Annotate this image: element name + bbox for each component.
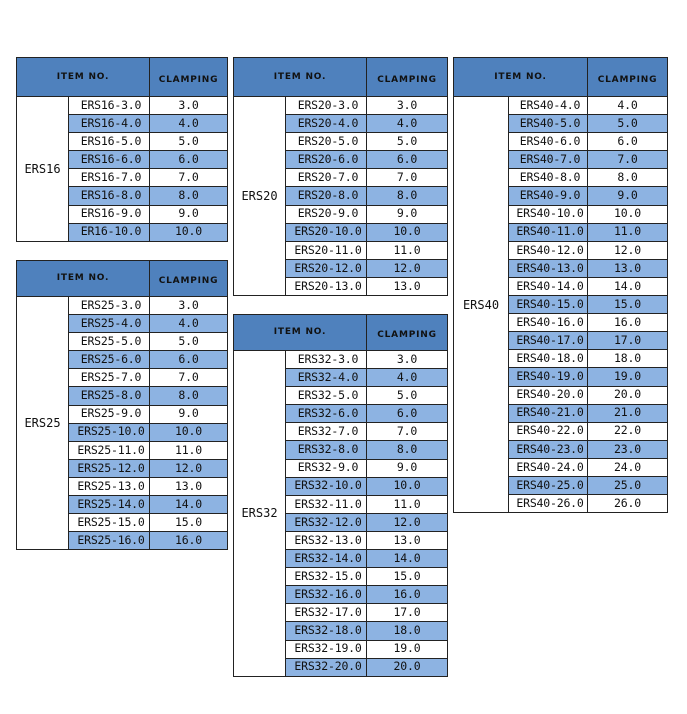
item-code-cell: ERS40-14.0: [509, 277, 588, 295]
item-code-cell: ERS32-16.0: [286, 586, 367, 604]
item-code-cell: ERS25-4.0: [69, 315, 150, 333]
clamping-header: CLAMPING: [367, 315, 448, 351]
clamping-header: CLAMPING: [150, 58, 228, 97]
clamping-cell: 7.0: [150, 169, 228, 187]
item-code-cell: ERS40-8.0: [509, 169, 588, 187]
series-label: ERS40: [454, 97, 509, 513]
item-code-cell: ERS16-7.0: [69, 169, 150, 187]
clamping-cell: 17.0: [367, 604, 448, 622]
spec-table-ers20: [233, 57, 448, 296]
table-row: [17, 297, 228, 315]
item-code-cell: ERS20-6.0: [286, 151, 367, 169]
clamping-cell: 7.0: [150, 369, 228, 387]
table-row: [234, 97, 448, 115]
item-code-cell: ERS40-20.0: [509, 386, 588, 404]
clamping-cell: 11.0: [367, 241, 448, 259]
clamping-cell: 13.0: [367, 531, 448, 549]
clamping-cell: 18.0: [367, 622, 448, 640]
clamping-cell: 10.0: [367, 477, 448, 495]
clamping-cell: 18.0: [588, 350, 668, 368]
item-code-cell: ERS40-11.0: [509, 223, 588, 241]
clamping-cell: 5.0: [588, 115, 668, 133]
clamping-cell: 7.0: [588, 151, 668, 169]
clamping-cell: 10.0: [150, 223, 228, 241]
clamping-cell: 4.0: [150, 315, 228, 333]
item-code-cell: ERS32-4.0: [286, 369, 367, 387]
series-label: ERS20: [234, 97, 286, 296]
clamping-header: CLAMPING: [150, 261, 228, 297]
item-code-cell: ERS40-5.0: [509, 115, 588, 133]
item-code-cell: ERS16-8.0: [69, 187, 150, 205]
item-code-cell: ERS32-15.0: [286, 568, 367, 586]
clamping-cell: 4.0: [150, 115, 228, 133]
clamping-cell: 25.0: [588, 476, 668, 494]
item-code-cell: ERS16-5.0: [69, 133, 150, 151]
clamping-cell: 19.0: [367, 640, 448, 658]
table-row: [234, 351, 448, 369]
item-code-cell: ERS40-15.0: [509, 296, 588, 314]
clamping-cell: 7.0: [367, 169, 448, 187]
clamping-cell: 7.0: [367, 423, 448, 441]
clamping-cell: 12.0: [588, 241, 668, 259]
clamping-cell: 4.0: [588, 97, 668, 115]
clamping-header: CLAMPING: [367, 58, 448, 97]
item-code-cell: ERS25-13.0: [69, 477, 150, 495]
item-code-cell: ERS32-11.0: [286, 495, 367, 513]
clamping-cell: 20.0: [367, 658, 448, 676]
item-code-cell: ERS32-18.0: [286, 622, 367, 640]
clamping-cell: 19.0: [588, 368, 668, 386]
item-code-cell: ERS20-3.0: [286, 97, 367, 115]
clamping-cell: 14.0: [588, 277, 668, 295]
clamping-cell: 13.0: [588, 259, 668, 277]
header-row: [234, 58, 448, 97]
item-code-cell: ERS20-9.0: [286, 205, 367, 223]
item-code-cell: ERS25-15.0: [69, 514, 150, 532]
item-code-cell: ERS40-24.0: [509, 458, 588, 476]
item-code-cell: ERS40-13.0: [509, 259, 588, 277]
item-code-cell: ERS40-22.0: [509, 422, 588, 440]
clamping-header: CLAMPING: [588, 58, 668, 97]
item-code-cell: ERS25-14.0: [69, 496, 150, 514]
clamping-cell: 12.0: [367, 259, 448, 277]
item-code-cell: ERS40-26.0: [509, 495, 588, 513]
item-code-cell: ERS25-6.0: [69, 351, 150, 369]
item-code-cell: ERS25-8.0: [69, 387, 150, 405]
item-code-cell: ERS40-6.0: [509, 133, 588, 151]
header-row: [234, 315, 448, 351]
clamping-cell: 3.0: [367, 351, 448, 369]
item-no-header: ITEM NO.: [234, 58, 367, 97]
item-code-cell: ERS20-10.0: [286, 223, 367, 241]
clamping-cell: 6.0: [150, 351, 228, 369]
item-code-cell: ERS16-3.0: [69, 97, 150, 115]
header-row: [17, 58, 228, 97]
clamping-cell: 17.0: [588, 332, 668, 350]
item-code-cell: ERS32-13.0: [286, 531, 367, 549]
item-no-header: ITEM NO.: [454, 58, 588, 97]
item-code-cell: ERS25-3.0: [69, 297, 150, 315]
item-no-header: ITEM NO.: [234, 315, 367, 351]
clamping-cell: 13.0: [150, 477, 228, 495]
clamping-cell: 24.0: [588, 458, 668, 476]
item-code-cell: ERS32-17.0: [286, 604, 367, 622]
item-code-cell: ERS20-5.0: [286, 133, 367, 151]
clamping-cell: 5.0: [367, 387, 448, 405]
item-code-cell: ERS32-8.0: [286, 441, 367, 459]
item-code-cell: ERS40-19.0: [509, 368, 588, 386]
item-code-cell: ERS16-6.0: [69, 151, 150, 169]
item-code-cell: ERS40-12.0: [509, 241, 588, 259]
item-code-cell: ERS32-12.0: [286, 513, 367, 531]
item-code-cell: ERS20-8.0: [286, 187, 367, 205]
item-code-cell: ERS40-21.0: [509, 404, 588, 422]
item-code-cell: ERS20-4.0: [286, 115, 367, 133]
clamping-cell: 9.0: [367, 205, 448, 223]
clamping-cell: 11.0: [367, 495, 448, 513]
item-code-cell: ERS16-4.0: [69, 115, 150, 133]
item-code-cell: ERS32-14.0: [286, 550, 367, 568]
clamping-cell: 10.0: [367, 223, 448, 241]
clamping-cell: 8.0: [367, 187, 448, 205]
clamping-cell: 6.0: [367, 151, 448, 169]
clamping-cell: 22.0: [588, 422, 668, 440]
clamping-cell: 10.0: [588, 205, 668, 223]
clamping-cell: 11.0: [150, 441, 228, 459]
item-code-cell: ERS40-23.0: [509, 440, 588, 458]
item-code-cell: ERS32-19.0: [286, 640, 367, 658]
clamping-cell: 6.0: [367, 405, 448, 423]
item-code-cell: ERS40-18.0: [509, 350, 588, 368]
item-code-cell: ERS25-16.0: [69, 532, 150, 550]
item-code-cell: ERS20-13.0: [286, 277, 367, 295]
clamping-cell: 8.0: [150, 187, 228, 205]
clamping-cell: 12.0: [150, 459, 228, 477]
item-code-cell: ERS32-7.0: [286, 423, 367, 441]
item-code-cell: ERS25-7.0: [69, 369, 150, 387]
spec-table-ers40: [453, 57, 668, 513]
clamping-cell: 6.0: [588, 133, 668, 151]
item-code-cell: ERS32-9.0: [286, 459, 367, 477]
item-code-cell: ERS20-11.0: [286, 241, 367, 259]
clamping-cell: 5.0: [150, 333, 228, 351]
item-code-cell: ERS40-25.0: [509, 476, 588, 494]
clamping-cell: 8.0: [150, 387, 228, 405]
clamping-cell: 3.0: [150, 97, 228, 115]
clamping-cell: 20.0: [588, 386, 668, 404]
item-code-cell: ERS40-17.0: [509, 332, 588, 350]
clamping-cell: 10.0: [150, 423, 228, 441]
clamping-cell: 9.0: [150, 405, 228, 423]
clamping-cell: 14.0: [150, 496, 228, 514]
item-code-cell: ERS40-10.0: [509, 205, 588, 223]
clamping-cell: 21.0: [588, 404, 668, 422]
item-no-header: ITEM NO.: [17, 58, 150, 97]
item-code-cell: ERS32-5.0: [286, 387, 367, 405]
clamping-cell: 16.0: [150, 532, 228, 550]
clamping-cell: 3.0: [367, 97, 448, 115]
clamping-cell: 5.0: [367, 133, 448, 151]
table-row: [17, 97, 228, 115]
spec-table-ers25: [16, 260, 228, 550]
item-code-cell: ERS25-12.0: [69, 459, 150, 477]
clamping-cell: 26.0: [588, 495, 668, 513]
item-code-cell: ERS25-9.0: [69, 405, 150, 423]
clamping-cell: 6.0: [150, 151, 228, 169]
item-code-cell: ERS25-5.0: [69, 333, 150, 351]
clamping-cell: 13.0: [367, 277, 448, 295]
clamping-cell: 16.0: [367, 586, 448, 604]
clamping-cell: 14.0: [367, 550, 448, 568]
clamping-cell: 8.0: [367, 441, 448, 459]
clamping-cell: 9.0: [367, 459, 448, 477]
item-code-cell: ERS25-11.0: [69, 441, 150, 459]
spec-table-ers32: [233, 314, 448, 677]
clamping-cell: 9.0: [150, 205, 228, 223]
clamping-cell: 11.0: [588, 223, 668, 241]
item-code-cell: ER16-10.0: [69, 223, 150, 241]
item-code-cell: ERS20-12.0: [286, 259, 367, 277]
item-code-cell: ERS32-3.0: [286, 351, 367, 369]
item-code-cell: ERS20-7.0: [286, 169, 367, 187]
item-code-cell: ERS32-6.0: [286, 405, 367, 423]
item-code-cell: ERS16-9.0: [69, 205, 150, 223]
clamping-cell: 9.0: [588, 187, 668, 205]
item-code-cell: ERS40-16.0: [509, 314, 588, 332]
item-code-cell: ERS25-10.0: [69, 423, 150, 441]
header-row: [17, 261, 228, 297]
clamping-cell: 4.0: [367, 369, 448, 387]
header-row: [454, 58, 668, 97]
item-code-cell: ERS40-9.0: [509, 187, 588, 205]
spec-table-ers16: [16, 57, 228, 242]
clamping-cell: 4.0: [367, 115, 448, 133]
series-label: ERS25: [17, 297, 69, 550]
series-label: ERS16: [17, 97, 69, 242]
item-code-cell: ERS40-7.0: [509, 151, 588, 169]
clamping-cell: 3.0: [150, 297, 228, 315]
item-code-cell: ERS32-10.0: [286, 477, 367, 495]
clamping-cell: 15.0: [150, 514, 228, 532]
series-label: ERS32: [234, 351, 286, 677]
item-code-cell: ERS40-4.0: [509, 97, 588, 115]
clamping-cell: 8.0: [588, 169, 668, 187]
table-row: [454, 97, 668, 115]
clamping-cell: 15.0: [588, 296, 668, 314]
clamping-cell: 23.0: [588, 440, 668, 458]
clamping-cell: 16.0: [588, 314, 668, 332]
clamping-cell: 5.0: [150, 133, 228, 151]
item-code-cell: ERS32-20.0: [286, 658, 367, 676]
item-no-header: ITEM NO.: [17, 261, 150, 297]
clamping-cell: 12.0: [367, 513, 448, 531]
clamping-cell: 15.0: [367, 568, 448, 586]
